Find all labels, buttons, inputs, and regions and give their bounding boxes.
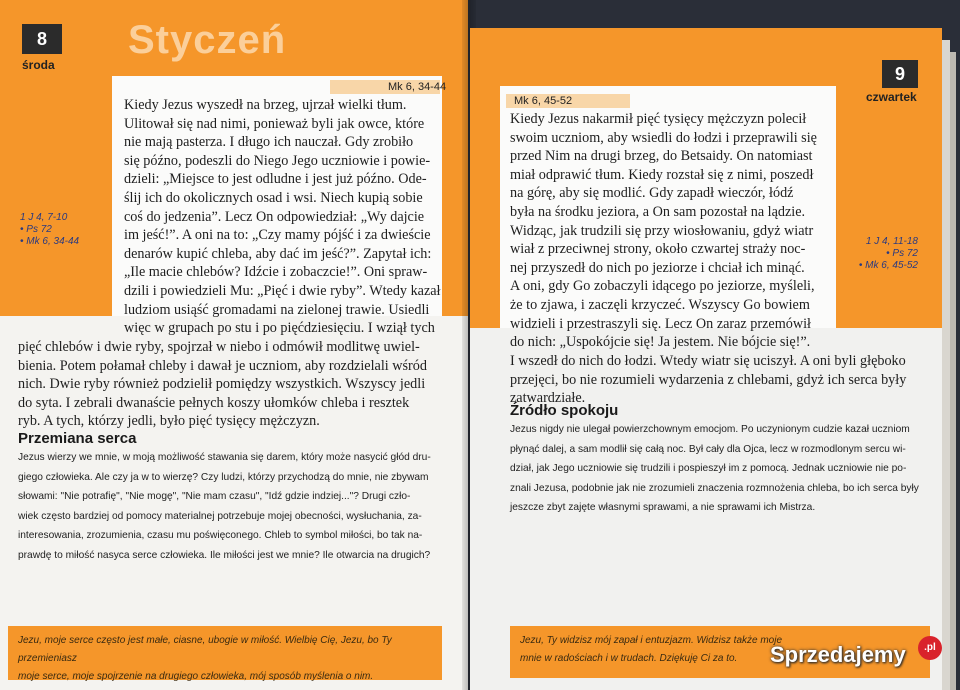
gospel-line: pięć chlebów i dwie ryby, spojrzał w niebo i odmówił modlitwę uwiel- <box>18 339 420 355</box>
reflection-line: giego człowieka. Ale czy ja w to wierzę? Czy ludzi, którzy przychodzą do mnie, nie zbywam <box>18 471 429 483</box>
gospel-line: do nich: „Uspokójcie się! Ja jestem. Nie bójcie się!”. <box>510 334 811 351</box>
left-prayer-box <box>8 626 442 680</box>
page-stack-edge <box>950 52 956 690</box>
gospel-line: nie mają pasterza. I długo ich nauczał. Gdy zrobiło <box>124 134 414 151</box>
gospel-line: im jeść!”. A oni na to: „Czy mamy pójść i za dwieście <box>124 227 431 244</box>
left-page <box>0 0 468 690</box>
right-day-name: czwartek <box>866 90 917 104</box>
reflection-line: znali Jezusa, podobnie jak nie zrozumieli znaczenia rozmnożenia chleba, bo ich serca były <box>510 482 919 494</box>
month-title: Styczeń <box>128 18 287 62</box>
gospel-line: się późno, podeszli do Niego Jego uczniowie i powie- <box>124 152 431 169</box>
reflection-line: Jezus wierzy we mnie, w moją możliwość stawania się darem, który może nasycić głód dru- <box>18 452 431 463</box>
left-side-refs <box>20 212 79 248</box>
gospel-line: miał odprawić tłum. Kiedy rozstał się z nimi, poszedł <box>510 166 814 183</box>
gospel-line: że to zjawa, i zaczęli krzyczeć. Wszyscy Go bowiem <box>510 296 810 313</box>
right-day-number: 9 <box>882 60 918 88</box>
reflection-line: Jezus nigdy nie ulegał powierzchownym emocjom. Po uczynionym cudzie kazał uczniom <box>510 424 910 435</box>
prayer-line: Jezu, Ty widzisz mój zapał i entuzjazm. Widzisz także moje <box>520 635 783 646</box>
gospel-line: swoim uczniom, aby wsiedli do łodzi i przeprawili się <box>510 129 817 146</box>
right-reflection-title: Źródło spokoju <box>510 402 619 419</box>
left-reflection-title: Przemiana serca <box>18 430 137 447</box>
gospel-line: Kiedy Jezus nakarmił pięć tysięcy mężczyzn polecił <box>510 111 807 127</box>
watermark-badge: .pl <box>918 636 942 660</box>
gospel-line: dzieli: „Miejsce to jest odludne i jest już późno. Ode- <box>124 171 427 188</box>
reflection-line: dział, jak Jego uczniowie się trudzili i pospieszył im z pomocą. Jednak uczniowie nie po- <box>510 463 907 474</box>
gospel-line: dzili i powiedzieli Mu: „Pięć i dwie ryby”. Wtedy kazał <box>124 282 441 299</box>
gospel-line: ryb. A tych, którzy jedli, było pięć tysięcy mężczyzn. <box>18 413 320 430</box>
prayer-line: Jezu, moje serce często jest małe, ciasne, ubogie w miłość. Wielbię Cię, Jezu, bo Ty przemieniasz <box>18 635 392 664</box>
gospel-line: ludziom usiąść gromadami na zielonej trawie. Usiedli <box>124 301 430 318</box>
gospel-line: nich. Dwie ryby również podzielił pomiędzy wszystkich. Wszyscy jedli <box>18 376 426 393</box>
gospel-line: więc w grupach po stu i po pięćdziesięciu. I wziął tych <box>124 320 435 337</box>
side-ref-item: 1 J 4, 11-18 <box>865 236 918 247</box>
gospel-line: przed Nim na drugi brzeg, do Betsaidy. On natomiast <box>510 148 813 165</box>
side-ref-item: • Mk 6, 45-52 <box>858 260 918 271</box>
prayer-line: moje serce, moje spojrzenie na drugiego człowieka, mój sposób myślenia o nim. <box>18 671 374 682</box>
side-ref-item: • Mk 6, 34-44 <box>20 236 80 247</box>
gospel-line: „Ile macie chlebów? Idźcie i zobaczcie!”. Oni spraw- <box>124 264 428 281</box>
gospel-line: denarów kupić chleba, aby dać im jeść?”. Zapytał ich: <box>124 245 432 262</box>
gospel-line: nej przyszedł do nich po jeziorze i chciał ich minąć. <box>510 259 805 276</box>
left-day-name: środa <box>22 58 55 72</box>
watermark-text: Sprzedajemy <box>770 642 906 667</box>
gospel-line: na górę, aby się modlić. Gdy zapadł wieczór, łódź <box>510 185 794 202</box>
side-ref-item: • Ps 72 <box>20 224 52 235</box>
left-gospel-text-top <box>124 96 446 338</box>
right-reflection-text <box>510 420 928 518</box>
gospel-line: I wszedł do nich do łodzi. Wtedy wiatr się uciszył. A oni byli głęboko <box>510 353 906 369</box>
gospel-line: Ulitował się nad nimi, ponieważ byli jak owce, które <box>124 115 425 132</box>
prayer-line: mnie w radościach i w trudach. Dziękuję Ci za to. <box>520 653 738 664</box>
side-ref-item: 1 J 4, 7-10 <box>20 212 68 223</box>
gospel-line: Widząc, jak trudzili się przy wiosłowaniu, gdyż wiatr <box>510 222 814 239</box>
gospel-line: Kiedy Jezus wyszedł na brzeg, ujrzał wielki tłum. <box>124 97 407 113</box>
reflection-line: płynąć dalej, a sam modlił się całą noc. Był cały dla Ojca, lecz w rozmodlonym sercu wi- <box>510 443 906 455</box>
right-gospel-text-bottom <box>510 352 932 408</box>
page-stack-edge <box>942 40 950 690</box>
right-page <box>470 28 942 690</box>
right-gospel-text-top <box>510 110 826 352</box>
side-ref-item: • Ps 72 <box>886 248 918 259</box>
gospel-line: była na środku jeziora, a On sam pozostał na lądzie. <box>510 203 806 220</box>
left-gospel-ref: Mk 6, 34-44 <box>388 81 447 93</box>
gospel-line: ślij ich do okolicznych osad i wsi. Niech kupią sobie <box>124 189 423 206</box>
gospel-line: widzieli i przestraszyli się. Lecz On zaraz przemówił <box>510 315 811 332</box>
gospel-line: bienia. Potem połamał chleby i dawał je uczniom, aby rozdzielali wśród <box>18 357 427 374</box>
reflection-line: wiek często bardziej od pomocy materialnej potrzebuje mojej obecności, wysłuchania, za- <box>18 510 422 522</box>
reflection-line: interesowania, zrozumienia, czasu mu poświęconego. Chleb to symbol miłości, bo tak na- <box>18 530 423 541</box>
gospel-line: wiał z przeciwnej strony, około czwartej straży noc- <box>510 241 806 258</box>
right-side-refs <box>854 236 918 272</box>
left-gospel-text-bottom <box>18 338 446 431</box>
gospel-line: przejęci, bo nie rozumieli wydarzenia z chlebami, gdyż ich serca były <box>510 371 907 388</box>
reflection-line: prawdę to miłość nasyca serce człowieka. Ile miłości jest we mnie? Ile otwarcia na drugich? <box>18 549 431 561</box>
gospel-line: do syta. I zebrali dwanaście pełnych koszy ułomków chleba i resztek <box>18 394 410 411</box>
right-gospel-ref: Mk 6, 45-52 <box>514 95 573 107</box>
reflection-line: słowami: "Nie potrafię", "Nie mogę", "Nie mam czasu", "Idź gdzie indziej..."? Drugi czło- <box>18 491 411 502</box>
left-day-number: 8 <box>22 24 62 54</box>
reflection-line: jeszcze zbyt zajęte własnymi sprawami, a nie sprawami ich Mistrza. <box>510 502 816 513</box>
left-reflection-text <box>18 448 448 565</box>
gospel-line: A oni, gdy Go zobaczyli idącego po jeziorze, myśleli, <box>510 278 815 295</box>
gospel-line: coś do jedzenia”. Lecz On odpowiedział: „Wy dajcie <box>124 208 425 225</box>
gospel-line: zatwardziałe. <box>510 390 586 407</box>
